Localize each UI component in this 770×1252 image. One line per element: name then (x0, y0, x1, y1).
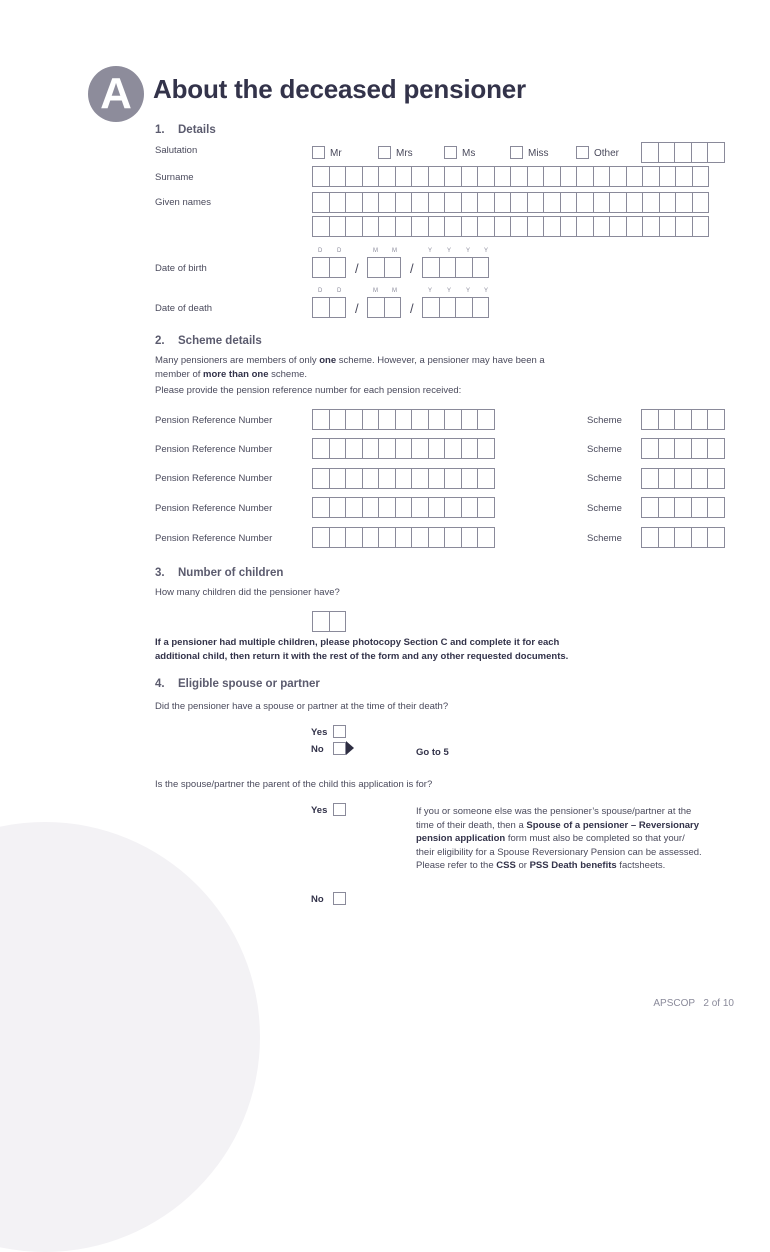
char-box[interactable] (593, 192, 611, 213)
char-box[interactable] (707, 409, 725, 430)
char-box[interactable] (345, 192, 363, 213)
char-box[interactable] (329, 216, 347, 237)
char-box[interactable] (674, 468, 692, 489)
char-box[interactable] (312, 192, 330, 213)
char-box[interactable] (658, 142, 676, 163)
salutation-other-checkbox[interactable] (576, 146, 589, 159)
char-box[interactable] (411, 192, 429, 213)
char-box[interactable] (444, 192, 462, 213)
dob-slash-1: / (355, 261, 359, 276)
char-box[interactable] (543, 216, 561, 237)
spouse-no-label: No (311, 744, 324, 755)
spouse-no-checkbox[interactable] (333, 742, 346, 755)
char-box[interactable] (692, 192, 710, 213)
char-box[interactable] (477, 438, 495, 459)
char-box[interactable] (527, 192, 545, 213)
dob-day-hint-1: D (318, 248, 323, 254)
char-box[interactable] (411, 166, 429, 187)
spouse-yes-checkbox[interactable] (333, 725, 346, 738)
char-box[interactable] (329, 166, 347, 187)
char-box[interactable] (378, 409, 396, 430)
spouse-question-1: Did the pensioner have a spouse or partner at the time of their death? (155, 701, 449, 712)
details-heading-text: Details (178, 124, 216, 136)
salutation-mrs-checkbox[interactable] (378, 146, 391, 159)
char-box[interactable] (362, 192, 380, 213)
char-box[interactable] (411, 497, 429, 518)
spouse-heading-text: Eligible spouse or partner (178, 678, 320, 690)
char-box[interactable] (674, 142, 692, 163)
scheme-label-3: Scheme (587, 473, 622, 484)
goto-instruction: Go to 5 (416, 747, 449, 758)
char-box[interactable] (329, 409, 347, 430)
arrow-right-icon (346, 741, 354, 755)
scheme-field-3[interactable] (641, 468, 724, 489)
dod-year-hint-3: Y (466, 288, 471, 294)
given-names-field-line-1[interactable] (312, 192, 708, 213)
scheme-intro (155, 354, 615, 398)
given-names-field-line-2[interactable] (312, 216, 708, 237)
char-box[interactable] (510, 216, 528, 237)
char-box[interactable] (494, 216, 512, 237)
char-box[interactable] (461, 468, 479, 489)
scheme-heading-text: Scheme details (178, 335, 262, 347)
char-box[interactable] (560, 166, 578, 187)
char-box[interactable] (641, 438, 659, 459)
children-note-line-1: If a pensioner had multiple children, please photocopy Section C and complete it for each (155, 637, 560, 648)
dob-year-hint-4: Y (484, 248, 489, 254)
char-box[interactable] (312, 468, 330, 489)
char-box[interactable] (461, 166, 479, 187)
details-heading-number: 1. (155, 124, 165, 136)
char-box[interactable] (543, 166, 561, 187)
char-box[interactable] (691, 527, 709, 548)
spouse-heading-number: 4. (155, 678, 165, 690)
char-box[interactable] (345, 166, 363, 187)
char-box[interactable] (411, 438, 429, 459)
char-box[interactable] (560, 192, 578, 213)
dod-month-hint-2: M (392, 288, 397, 294)
char-box[interactable] (378, 166, 396, 187)
salutation-miss-label: Miss (528, 148, 549, 159)
salutation-other-field[interactable] (641, 142, 724, 163)
char-box[interactable] (395, 438, 413, 459)
char-box[interactable] (428, 409, 446, 430)
char-box[interactable] (461, 438, 479, 459)
char-box[interactable] (329, 497, 347, 518)
char-box[interactable] (411, 468, 429, 489)
char-box[interactable] (707, 527, 725, 548)
dob-month-hint-1: M (373, 248, 378, 254)
char-box[interactable] (692, 166, 710, 187)
char-box[interactable] (362, 166, 380, 187)
char-box[interactable] (674, 438, 692, 459)
dob-month-hint-2: M (392, 248, 397, 254)
char-box[interactable] (626, 216, 644, 237)
char-box[interactable] (674, 409, 692, 430)
dod-year-hint-4: Y (484, 288, 489, 294)
char-box[interactable] (345, 468, 363, 489)
form-code: APSCOP (653, 998, 696, 1009)
char-box[interactable] (329, 611, 347, 632)
char-box[interactable] (641, 142, 659, 163)
char-box[interactable] (378, 216, 396, 237)
char-box[interactable] (477, 527, 495, 548)
dob-day-field[interactable] (312, 257, 345, 278)
char-box[interactable] (477, 166, 495, 187)
section-badge: A (88, 66, 144, 122)
parent-yes-checkbox[interactable] (333, 803, 346, 816)
scheme-field-2[interactable] (641, 438, 724, 459)
page-title: About the deceased pensioner (153, 74, 526, 104)
char-box[interactable] (626, 192, 644, 213)
char-box[interactable] (658, 409, 676, 430)
char-box[interactable] (422, 297, 440, 318)
char-box[interactable] (477, 409, 495, 430)
parent-yes-label: Yes (311, 805, 328, 816)
char-box[interactable] (378, 527, 396, 548)
char-box[interactable] (444, 409, 462, 430)
char-box[interactable] (642, 166, 660, 187)
char-box[interactable] (444, 468, 462, 489)
children-count-field[interactable] (312, 611, 345, 632)
char-box[interactable] (527, 216, 545, 237)
char-box[interactable] (378, 468, 396, 489)
char-box[interactable] (691, 497, 709, 518)
char-box[interactable] (691, 468, 709, 489)
salutation-miss-checkbox[interactable] (510, 146, 523, 159)
char-box[interactable] (384, 257, 402, 278)
dod-slash-1: / (355, 301, 359, 316)
char-box[interactable] (444, 438, 462, 459)
pension-ref-field-5[interactable] (312, 527, 494, 548)
char-box[interactable] (312, 297, 330, 318)
char-box[interactable] (428, 497, 446, 518)
char-box[interactable] (707, 468, 725, 489)
char-box[interactable] (658, 438, 676, 459)
scheme-intro-line-2: member of more than one scheme. (155, 368, 308, 380)
dod-label: Date of death (155, 303, 213, 314)
char-box[interactable] (362, 527, 380, 548)
dod-day-hint-2: D (337, 288, 342, 294)
char-box[interactable] (510, 166, 528, 187)
char-box[interactable] (576, 166, 594, 187)
char-box[interactable] (312, 216, 330, 237)
char-box[interactable] (329, 438, 347, 459)
char-box[interactable] (312, 527, 330, 548)
details-heading (155, 124, 216, 136)
pension-ref-field-4[interactable] (312, 497, 494, 518)
pension-ref-label-3: Pension Reference Number (155, 473, 273, 484)
char-box[interactable] (329, 192, 347, 213)
char-box[interactable] (461, 409, 479, 430)
scheme-intro-line-1: Many pensioners are members of only one scheme. However, a pensioner may have been a (155, 355, 545, 366)
dob-slash-2: / (410, 261, 414, 276)
scheme-heading-number: 2. (155, 335, 165, 347)
dob-year-hint-1: Y (428, 248, 433, 254)
children-heading-text: Number of children (178, 567, 284, 579)
char-box[interactable] (362, 438, 380, 459)
surname-label: Surname (155, 172, 194, 183)
spouse-info-line-1: If you or someone else was the pensioner’s spouse/partner at the (416, 806, 692, 817)
surname-field[interactable] (312, 166, 708, 187)
char-box[interactable] (477, 497, 495, 518)
char-box[interactable] (428, 527, 446, 548)
char-box[interactable] (461, 527, 479, 548)
salutation-ms-checkbox[interactable] (444, 146, 457, 159)
char-box[interactable] (641, 527, 659, 548)
char-box[interactable] (428, 438, 446, 459)
char-box[interactable] (444, 497, 462, 518)
char-box[interactable] (329, 468, 347, 489)
salutation-mr-label: Mr (330, 148, 342, 159)
dod-year-hint-2: Y (447, 288, 452, 294)
char-box[interactable] (477, 192, 495, 213)
char-box[interactable] (395, 166, 413, 187)
pension-ref-label-2: Pension Reference Number (155, 444, 273, 455)
char-box[interactable] (411, 409, 429, 430)
char-box[interactable] (461, 192, 479, 213)
char-box[interactable] (691, 409, 709, 430)
children-question: How many children did the pensioner have? (155, 587, 340, 598)
char-box[interactable] (641, 468, 659, 489)
char-box[interactable] (312, 257, 330, 278)
dod-month-field[interactable] (367, 297, 400, 318)
char-box[interactable] (707, 438, 725, 459)
char-box[interactable] (477, 468, 495, 489)
char-box[interactable] (674, 527, 692, 548)
salutation-label: Salutation (155, 145, 198, 156)
scheme-field-4[interactable] (641, 497, 724, 518)
char-box[interactable] (312, 166, 330, 187)
char-box[interactable] (659, 192, 677, 213)
char-box[interactable] (345, 409, 363, 430)
char-box[interactable] (312, 438, 330, 459)
given-names-label: Given names (155, 197, 211, 208)
char-box[interactable] (329, 297, 347, 318)
char-box[interactable] (692, 216, 710, 237)
char-box[interactable] (411, 216, 429, 237)
char-box[interactable] (444, 166, 462, 187)
char-box[interactable] (609, 192, 627, 213)
page-footer (653, 998, 734, 1009)
char-box[interactable] (472, 257, 490, 278)
char-box[interactable] (439, 297, 457, 318)
children-note-line-2: additional child, then return it with the rest of the form and any other requested documents. (155, 651, 569, 662)
char-box[interactable] (642, 192, 660, 213)
char-box[interactable] (411, 527, 429, 548)
char-box[interactable] (691, 142, 709, 163)
char-box[interactable] (312, 409, 330, 430)
char-box[interactable] (472, 297, 490, 318)
char-box[interactable] (362, 216, 380, 237)
char-box[interactable] (576, 216, 594, 237)
char-box[interactable] (707, 142, 725, 163)
salutation-mrs-label: Mrs (396, 148, 413, 159)
parent-no-label: No (311, 894, 324, 905)
char-box[interactable] (362, 468, 380, 489)
char-box[interactable] (345, 438, 363, 459)
pension-ref-field-2[interactable] (312, 438, 494, 459)
char-box[interactable] (362, 409, 380, 430)
dod-month-hint-1: M (373, 288, 378, 294)
char-box[interactable] (428, 192, 446, 213)
char-box[interactable] (675, 166, 693, 187)
char-box[interactable] (675, 192, 693, 213)
dob-day-hint-2: D (337, 248, 342, 254)
char-box[interactable] (395, 216, 413, 237)
char-box[interactable] (428, 468, 446, 489)
char-box[interactable] (395, 497, 413, 518)
char-box[interactable] (312, 497, 330, 518)
dob-month-field[interactable] (367, 257, 400, 278)
char-box[interactable] (428, 216, 446, 237)
char-box[interactable] (658, 497, 676, 518)
char-box[interactable] (461, 216, 479, 237)
scheme-label-4: Scheme (587, 503, 622, 514)
char-box[interactable] (658, 527, 676, 548)
char-box[interactable] (444, 527, 462, 548)
spouse-info-line-2: time of their death, then a Spouse of a pensioner – Reversionary (416, 819, 700, 831)
char-box[interactable] (510, 192, 528, 213)
scheme-label-2: Scheme (587, 444, 622, 455)
scheme-intro-line-3: Please provide the pension reference number for each pension received: (155, 385, 462, 396)
char-box[interactable] (378, 438, 396, 459)
dob-year-hint-2: Y (447, 248, 452, 254)
salutation-mr-checkbox[interactable] (312, 146, 325, 159)
pension-ref-label-5: Pension Reference Number (155, 533, 273, 544)
spouse-yes-label: Yes (311, 727, 328, 738)
char-box[interactable] (378, 192, 396, 213)
char-box[interactable] (674, 497, 692, 518)
children-heading (155, 567, 283, 579)
char-box[interactable] (439, 257, 457, 278)
spouse-info-text (416, 805, 736, 873)
char-box[interactable] (593, 166, 611, 187)
dob-label: Date of birth (155, 263, 207, 274)
char-box[interactable] (367, 257, 385, 278)
dob-year-field[interactable] (422, 257, 488, 278)
spouse-info-line-3: pension application form must also be completed so that your/ (416, 833, 685, 844)
spouse-heading (155, 678, 320, 690)
scheme-heading (155, 335, 262, 347)
pension-ref-field-1[interactable] (312, 409, 494, 430)
char-box[interactable] (707, 497, 725, 518)
page-number: 2 of 10 (703, 998, 734, 1009)
spouse-info-line-5: Please refer to the CSS or PSS Death benefits factsheets. (416, 860, 666, 871)
char-box[interactable] (543, 192, 561, 213)
char-box[interactable] (378, 497, 396, 518)
salutation-ms-label: Ms (462, 148, 476, 159)
char-box[interactable] (494, 192, 512, 213)
char-box[interactable] (444, 216, 462, 237)
char-box[interactable] (455, 297, 473, 318)
dob-year-hint-3: Y (466, 248, 471, 254)
char-box[interactable] (395, 409, 413, 430)
children-heading-number: 3. (155, 567, 165, 579)
char-box[interactable] (329, 527, 347, 548)
char-box[interactable] (641, 497, 659, 518)
char-box[interactable] (609, 216, 627, 237)
char-box[interactable] (477, 216, 495, 237)
scheme-label-1: Scheme (587, 415, 622, 426)
dod-day-field[interactable] (312, 297, 345, 318)
spouse-question-2: Is the spouse/partner the parent of the child this application is for? (155, 779, 433, 790)
char-box[interactable] (422, 257, 440, 278)
scheme-field-5[interactable] (641, 527, 724, 548)
dod-year-hint-1: Y (428, 288, 433, 294)
pension-ref-label-1: Pension Reference Number (155, 415, 273, 426)
dod-slash-2: / (410, 301, 414, 316)
char-box[interactable] (395, 468, 413, 489)
char-box[interactable] (527, 166, 545, 187)
dod-year-field[interactable] (422, 297, 488, 318)
decorative-circle (0, 822, 260, 1252)
char-box[interactable] (659, 166, 677, 187)
char-box[interactable] (641, 409, 659, 430)
char-box[interactable] (658, 468, 676, 489)
char-box[interactable] (395, 527, 413, 548)
pension-ref-field-3[interactable] (312, 468, 494, 489)
char-box[interactable] (691, 438, 709, 459)
char-box[interactable] (560, 216, 578, 237)
char-box[interactable] (675, 216, 693, 237)
char-box[interactable] (428, 166, 446, 187)
char-box[interactable] (395, 192, 413, 213)
char-box[interactable] (659, 216, 677, 237)
char-box[interactable] (329, 257, 347, 278)
scheme-label-5: Scheme (587, 533, 622, 544)
char-box[interactable] (312, 611, 330, 632)
char-box[interactable] (345, 527, 363, 548)
scheme-field-1[interactable] (641, 409, 724, 430)
char-box[interactable] (609, 166, 627, 187)
char-box[interactable] (367, 297, 385, 318)
char-box[interactable] (642, 216, 660, 237)
salutation-other-label: Other (594, 148, 620, 159)
char-box[interactable] (345, 497, 363, 518)
char-box[interactable] (494, 166, 512, 187)
char-box[interactable] (362, 497, 380, 518)
char-box[interactable] (384, 297, 402, 318)
char-box[interactable] (345, 216, 363, 237)
char-box[interactable] (455, 257, 473, 278)
pension-ref-label-4: Pension Reference Number (155, 503, 273, 514)
dod-day-hint-1: D (318, 288, 323, 294)
char-box[interactable] (576, 192, 594, 213)
char-box[interactable] (626, 166, 644, 187)
spouse-info-line-4: their eligibility for a Spouse Reversionary Pension can be assessed. (416, 846, 702, 858)
children-note (155, 636, 568, 664)
parent-no-checkbox[interactable] (333, 892, 346, 905)
char-box[interactable] (461, 497, 479, 518)
char-box[interactable] (593, 216, 611, 237)
